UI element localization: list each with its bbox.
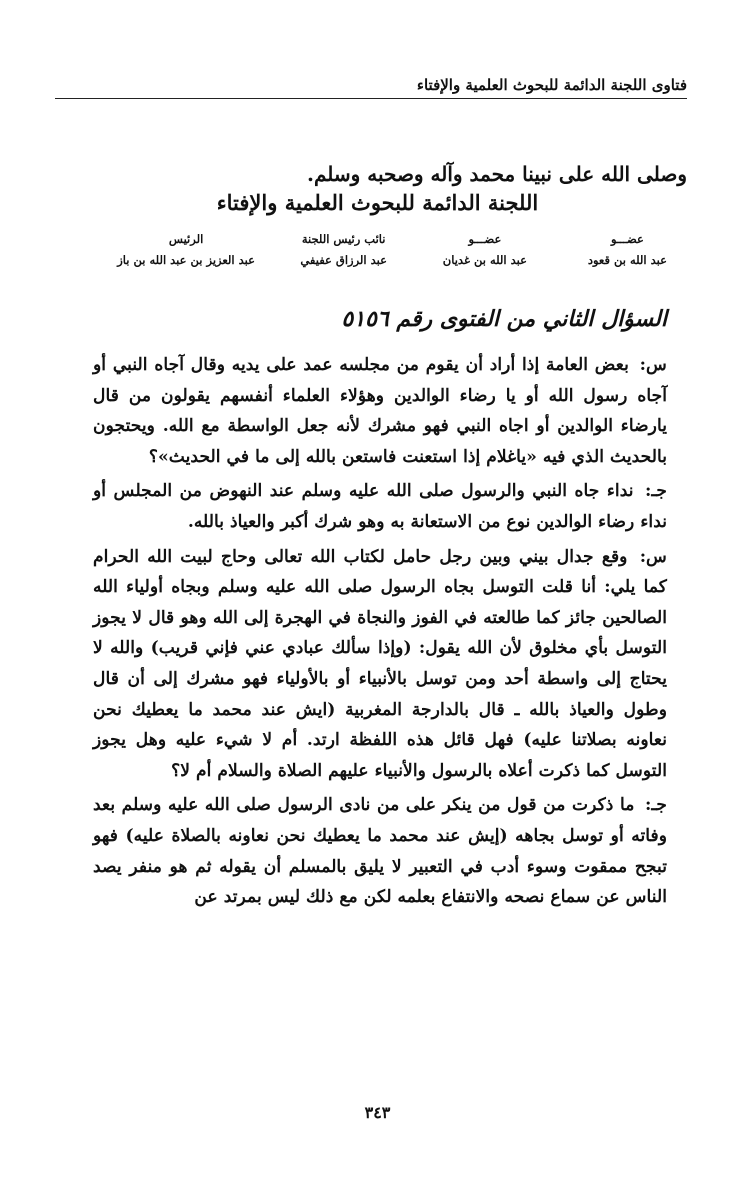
- signatory-member-1: [588, 228, 667, 270]
- paragraph-answer-2: [93, 790, 667, 912]
- signatory-role: الرئيس: [168, 232, 204, 246]
- paragraph-text: وقع جدال بيني وبين رجل حامل لكتاب الله تعالى وحاج لبيت الله الحرام كما يلي: أنا قلت التوسل بجاه الرسول صلى الله عليه وسلم وبجاه أولياء الله الصالحين جائز كما طالعته في الفوز والنجاة في الهجرة إلى الله وهو قال لا يجوز التوسل بأي مخلوق لأن الله يقول: (وإذا سألك عبادي عني فإني قريب) والله لا يحتاج إلى واسطة أحد ومن توسل بالأنبياء أو بالأولياء فهو مشرك إلى أن قال وطول والعياذ بالله ـ قال بالدارجة المغربية (ايش عند محمد ما يعطيك نحن نعاونه بصلاتنا عليه) فهل قائل هذه اللفظة ارتد. أم لا شيء عليه وهل يجوز التوسل كما ذكرت أعلاه بالرسول والأنبياء عليهم الصلاة والسلام أم لا؟: [93, 546, 667, 781]
- signatory-role: عضـــو: [468, 232, 502, 246]
- signatory-role: عضـــو: [610, 232, 644, 246]
- paragraph-lead: جـ:: [644, 795, 667, 816]
- paragraph-answer-1: [93, 476, 667, 537]
- signatory-name: عبد العزيز بن عبد الله بن باز: [117, 253, 255, 267]
- signatory-member-2: [443, 228, 527, 270]
- page-number: ٣٤٣: [364, 1103, 391, 1122]
- closing-salutation: وصلى الله على نبينا محمد وآله وصحبه وسلم.: [307, 162, 687, 186]
- paragraph-question-1: [93, 350, 667, 472]
- paragraph-lead: س:: [639, 546, 668, 567]
- paragraph-question-2: [93, 542, 667, 787]
- signatory-name: عبد الله بن قعود: [587, 253, 667, 267]
- signatory-vice-chair: [300, 228, 387, 270]
- question-heading: السؤال الثاني من الفتوى رقم ٥١٥٦: [341, 306, 667, 332]
- running-header-title: فتاوى اللجنة الدائمة للبحوث العلمية والإفتاء: [416, 76, 687, 94]
- paragraph-lead: جـ:: [644, 481, 667, 502]
- paragraph-lead: س:: [639, 355, 667, 375]
- paragraph-text: ما ذكرت من قول من ينكر على من نادى الرسول صلى الله عليه وسلم بعد وفاته أو توسل بجاهه (إيش عند محمد ما يعطيك نحن نعاونه بالصلاة عليه) فهو تبجح ممقوت وسوء أدب في التعبير لا يليق بالمسلم أن يقوله ثم هو منفر يصد الناس عن سماع نصحه والانتفاع بعلمه لكن مع ذلك ليس بمرتد عن: [93, 795, 667, 908]
- paragraph-text: بعض العامة إذا أراد أن يقوم من مجلسه عمد على يديه وقال آجاه النبي أو آجاه رسول الله أو يا رضاء الوالدين وهؤلاء العلماء أنفسهم يقولون من قال يارضاء الوالدين أو اجاه النبي فهو مشرك لأنه جعل الواسطة مع الله. ويحتجون بالحديث الذي فيه «ياغلام إذا استعنت فاستعن بالله إلى ما في الحديث»؟: [93, 355, 667, 467]
- signatory-name: عبد الرزاق عفيفي: [300, 253, 387, 267]
- running-header: [55, 62, 687, 99]
- signatory-name: عبد الله بن غديان: [442, 253, 527, 267]
- signatory-chair: [117, 228, 255, 270]
- signatory-role: نائب رئيس اللجنة: [301, 232, 386, 246]
- committee-title: اللجنة الدائمة للبحوث العلمية والإفتاء: [216, 190, 539, 215]
- signatories-block: [77, 228, 667, 278]
- body-text: [93, 350, 667, 913]
- paragraph-text: نداء جاه النبي والرسول صلى الله عليه وسلم عند النهوض من المجلس أو نداء رضاء الوالدين نوع من الاستعانة به وهو شرك أكبر والعياذ بالله.: [93, 481, 667, 532]
